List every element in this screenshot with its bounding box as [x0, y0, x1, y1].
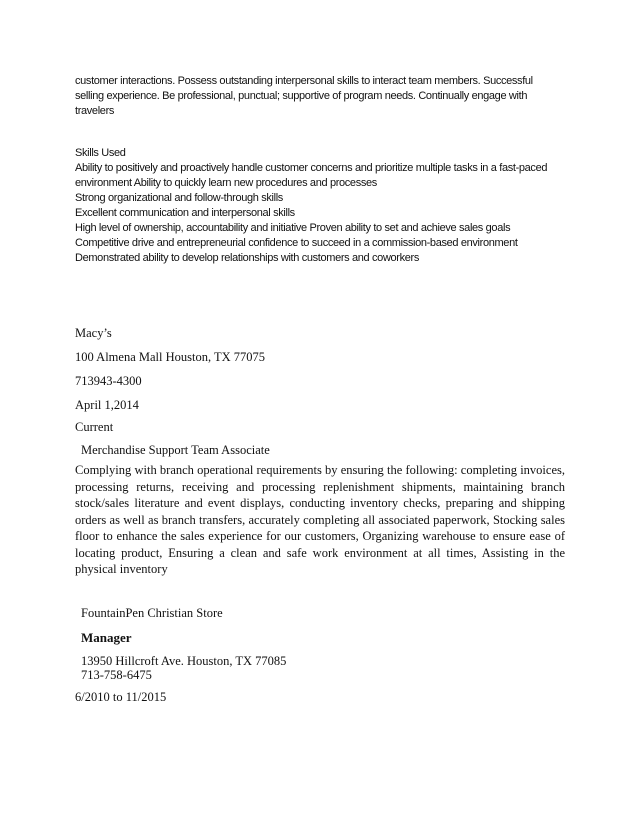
end-date: Current [75, 420, 114, 434]
skill-item: Competitive drive and entrepreneurial confidence to succeed in a commission-based environment [75, 237, 518, 249]
job-title: Merchandise Support Team Associate [81, 443, 270, 457]
intro-line: selling experience. Be professional, punctual; supportive of program needs. Continually engage with [75, 90, 528, 102]
employment-dates: 6/2010 to 11/2015 [75, 690, 167, 704]
intro-line: customer interactions. Possess outstanding interpersonal skills to interact team members. Successful [75, 75, 533, 87]
skill-item: Strong organizational and follow-through skills [75, 192, 283, 204]
employer-address: 100 Almena Mall Houston, TX 77075 [75, 350, 266, 364]
employer-name: FountainPen Christian Store [81, 606, 223, 620]
intro-line: travelers [75, 105, 115, 117]
employer-phone: 713-758-6475 [81, 668, 152, 682]
skill-item: Demonstrated ability to develop relationships with customers and coworkers [75, 252, 419, 264]
intro-paragraph [75, 74, 565, 119]
skills-section [75, 146, 575, 266]
job-title: Manager [81, 630, 132, 645]
employer-phone: 713943-4300 [75, 374, 142, 388]
start-date: April 1,2014 [75, 398, 139, 412]
skill-item: Ability to positively and proactively handle customer concerns and prioritize multiple tasks in a fast-paced environment Ability to quickly learn new procedures and processes [75, 162, 548, 189]
employer-name: Macy’s [75, 326, 112, 340]
job-description: Complying with branch operational requirements by ensuring the following: completing invoices, processing returns, receiving and processing replenishment shipments, maintaining branch stock/sales literature and event displays, conducting inventory checks, preparing and shipping orders as well as branch transfers, accurately completing all associated paperwork, Stocking sales floor to enhance the sales experience for our customers, Organizing warehouse to ensure ease of locating product, Ensuring a clean and safe work environment at all times, Assisting in the physical inventory [75, 463, 565, 576]
employer-address: 13950 Hillcroft Ave. Houston, TX 77085 [81, 654, 287, 668]
skill-item: High level of ownership, accountability and initiative Proven ability to set and achieve sales goals [75, 222, 511, 234]
skills-heading: Skills Used [75, 147, 126, 159]
skill-item: Excellent communication and interpersonal skills [75, 207, 295, 219]
